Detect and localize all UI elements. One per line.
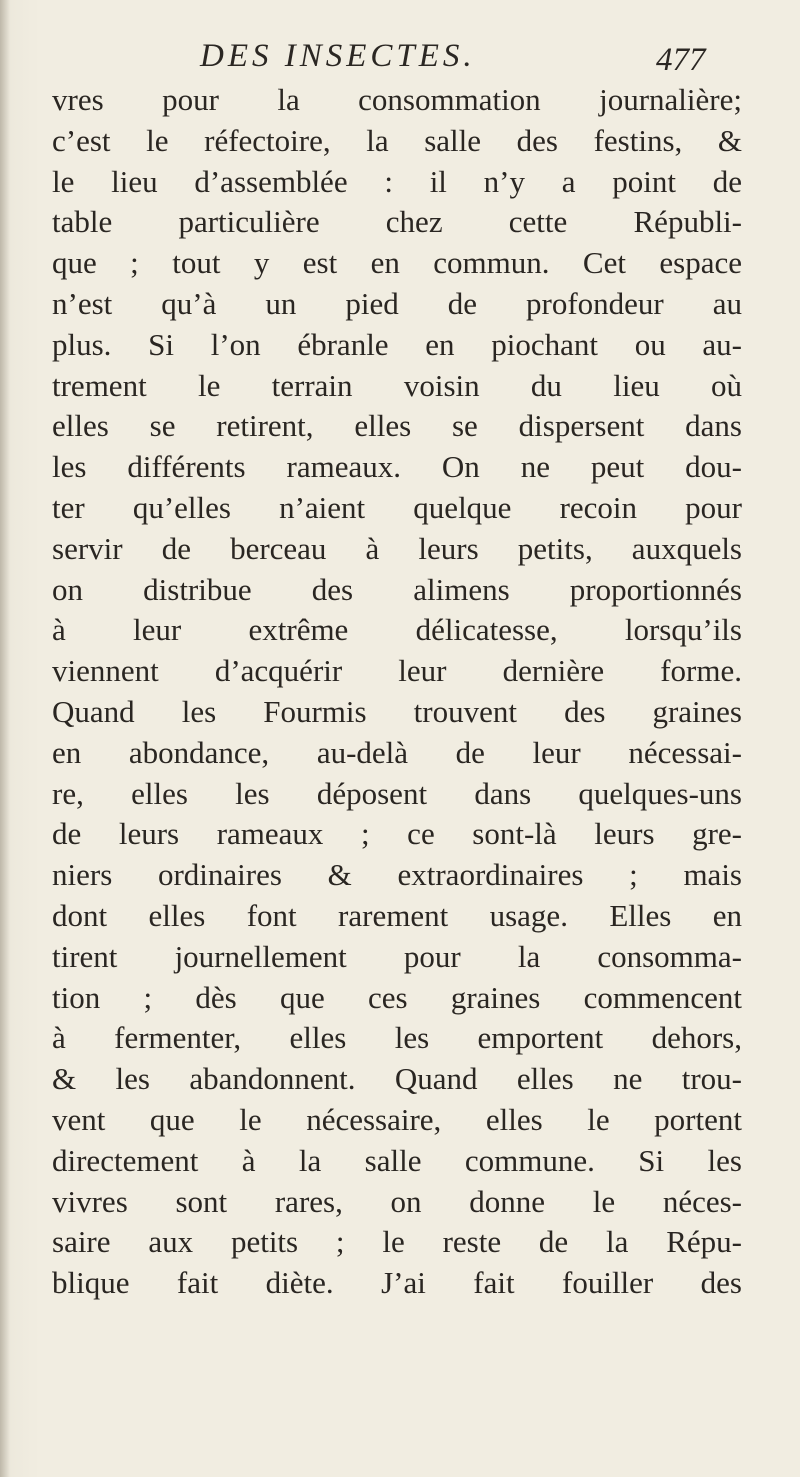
- text-line: vres pour la consommation journalière;: [52, 82, 742, 117]
- text-line: table particulière chez cette Républi-: [52, 204, 742, 240]
- text-line: on distribue des alimens proportionnés: [52, 571, 742, 607]
- text-line: servir de berceau à leurs petits, auxquels: [52, 530, 742, 566]
- text-line: tion ; dès que ces graines commencent: [52, 979, 742, 1015]
- text-line: niers ordinaires & extraordinaires ; mais: [52, 857, 742, 893]
- text-line: les différents rameaux. On ne peut dou-: [52, 449, 742, 485]
- text-line: directement à la salle commune. Si les: [52, 1142, 742, 1178]
- text-line: à fermenter, elles les emportent dehors,: [52, 1020, 742, 1056]
- text-line: & les abandonnent. Quand elles ne trou-: [52, 1061, 742, 1097]
- body-text: [52, 80, 742, 1304]
- text-line: viennent d’acquérir leur dernière forme.: [52, 653, 742, 689]
- page-number: 477: [656, 42, 706, 78]
- text-line: à leur extrême délicatesse, lorsqu’ils: [52, 612, 742, 648]
- text-line: que ; tout y est en commun. Cet espace: [52, 245, 742, 281]
- running-title: DES INSECTES.: [200, 38, 476, 74]
- text-line: vivres sont rares, on donne le néces-: [52, 1183, 742, 1219]
- text-line: elles se retirent, elles se dispersent dans: [52, 408, 742, 444]
- text-line: blique fait diète. J’ai fait fouiller des: [52, 1265, 742, 1301]
- text-line: c’est le réfectoire, la salle des festins, &: [52, 122, 742, 158]
- text-line: de leurs rameaux ; ce sont-là leurs gre-: [52, 816, 742, 852]
- text-line: le lieu d’assemblée : il n’y a point de: [52, 163, 742, 199]
- text-line: saire aux petits ; le reste de la Répu-: [52, 1224, 742, 1260]
- page-gutter-shadow: [0, 0, 10, 1477]
- text-line: Quand les Fourmis trouvent des graines: [52, 693, 742, 729]
- text-line: trement le terrain voisin du lieu où: [52, 367, 742, 403]
- page-header: [0, 38, 800, 78]
- text-line: ter qu’elles n’aient quelque recoin pour: [52, 489, 742, 525]
- text-line: plus. Si l’on ébranle en piochant ou au-: [52, 326, 742, 362]
- text-line: re, elles les déposent dans quelques-uns: [52, 775, 742, 811]
- text-line: tirent journellement pour la consomma-: [52, 938, 742, 974]
- text-line: dont elles font rarement usage. Elles en: [52, 897, 742, 933]
- text-line: vent que le nécessaire, elles le portent: [52, 1101, 742, 1137]
- text-line: en abondance, au-delà de leur nécessai-: [52, 734, 742, 770]
- text-line: n’est qu’à un pied de profondeur au: [52, 285, 742, 321]
